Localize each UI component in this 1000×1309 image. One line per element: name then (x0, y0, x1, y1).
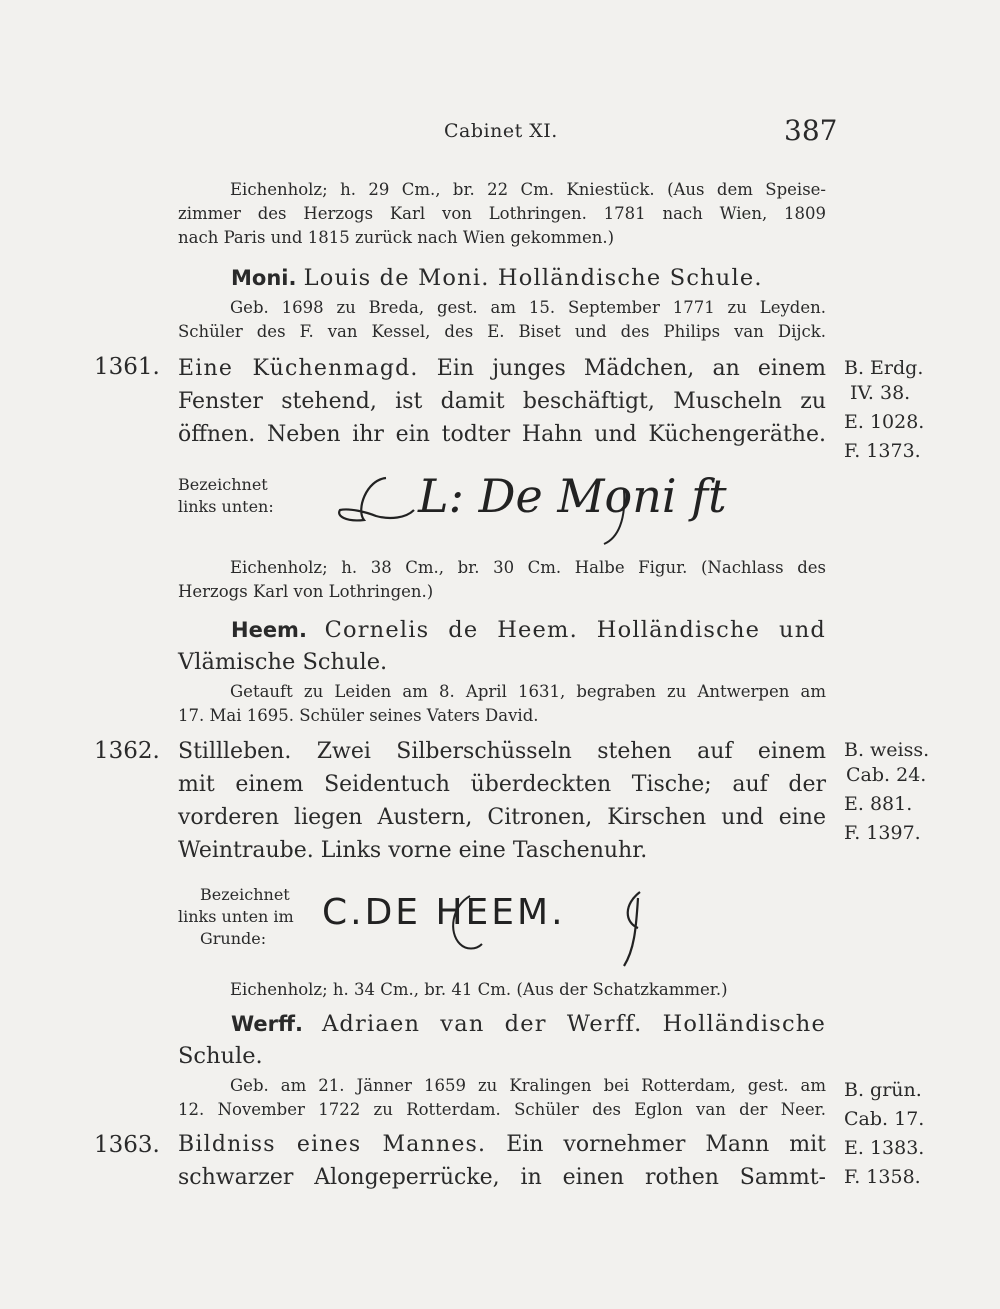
signature-label-line: links unten: (178, 497, 274, 516)
artist-full-name: Adriaen van der Werff. Holländische (321, 1011, 826, 1037)
entry-text-line: Ein vornehmer Mann mit (506, 1132, 826, 1157)
entry-text-1361 (178, 352, 826, 451)
artist-heading-moni (231, 262, 763, 294)
artist-full-name-cont: Vlämische Schule. (178, 649, 388, 675)
artist-heading-heem (231, 614, 826, 646)
location-line: F. 1358. (844, 1166, 921, 1188)
artist-short-name: Moni. (231, 266, 297, 290)
location-line: Cab. 24. (846, 764, 927, 786)
bio-line: Schüler des F. van Kessel, des E. Biset und des Philips van Dijck. (178, 322, 826, 341)
entry-text-line: Zwei Silberschüsseln stehen auf einem (316, 739, 826, 764)
entry-title: Eine Küchenmagd. (178, 356, 419, 381)
entry-text-1362 (178, 735, 826, 867)
entry-text-line: öffnen. Neben ihr ein todter Hahn und Küchengeräthe. (178, 422, 826, 447)
entry-text-line: vorderen liegen Austern, Citronen, Kirschen und eine (178, 805, 826, 830)
signature-moni (326, 450, 727, 550)
signature-label-1361 (178, 474, 274, 518)
signature-text: C.DE HEEM. (322, 892, 566, 933)
artist-bio-moni (178, 296, 826, 344)
signature-label-1362 (178, 884, 304, 950)
previous-entry-note (178, 178, 826, 250)
signature-label-line: Bezeichnet (200, 885, 290, 904)
entry-text-line: Fenster stehend, ist damit beschäftigt, Muscheln zu (178, 389, 826, 414)
location-column-1362 (844, 738, 929, 846)
entry-text-line: mit einem Seidentuch überdeckten Tische; auf der (178, 772, 826, 797)
artist-heading-werff (231, 1008, 826, 1040)
location-column-1361 (844, 356, 924, 464)
location-line: E. 1383. (844, 1137, 925, 1159)
bio-line: Geb. 1698 zu Breda, gest. am 15. September 1771 zu Leyden. (230, 298, 826, 317)
entry-text-line: Weintraube. Links vorne eine Taschenuhr. (178, 838, 648, 863)
signature-text: L: De Moni ft (418, 469, 727, 523)
artist-heading-heem-cont (178, 646, 387, 678)
entry-text-line: schwarzer Alongeperrücke, in einen rothen Sammt- (178, 1165, 826, 1190)
signature-label-line: links unten im (178, 907, 294, 926)
running-header: Cabinet XI. (444, 120, 558, 142)
catalog-number: 1361. (94, 354, 160, 380)
note-line: Eichenholz; h. 34 Cm., br. 41 Cm. (Aus der Schatzkammer.) (230, 980, 728, 999)
bio-line: Getauft zu Leiden am 8. April 1631, begraben zu Antwerpen am (230, 682, 826, 701)
signature-heem (320, 870, 660, 970)
note-line: nach Paris und 1815 zurück nach Wien gekommen.) (178, 228, 615, 247)
note-line: zimmer des Herzogs Karl von Lothringen. 1781 nach Wien, 1809 (178, 204, 826, 223)
note-line: Eichenholz; h. 29 Cm., br. 22 Cm. Kniestück. (Aus dem Speise- (230, 180, 826, 199)
catalog-number: 1362. (94, 738, 160, 764)
location-line: B. grün. (844, 1079, 922, 1101)
artist-full-name-cont: Schule. (178, 1043, 263, 1069)
catalog-number: 1363. (94, 1132, 160, 1158)
bio-line: Geb. am 21. Jänner 1659 zu Kralingen bei Rotterdam, gest. am (230, 1076, 826, 1095)
signature-label-line: Grunde: (200, 929, 267, 948)
location-line: E. 1028. (844, 411, 925, 433)
signature-drawing (326, 450, 727, 550)
entry-text-line: Ein junges Mädchen, an einem (436, 356, 827, 381)
entry-title: Bildniss eines Mannes. (178, 1132, 487, 1157)
artist-bio-heem (178, 680, 826, 728)
artist-bio-werff (178, 1074, 826, 1122)
page-number: 387 (784, 114, 838, 147)
note-line: Eichenholz; h. 38 Cm., br. 30 Cm. Halbe Figur. (Nachlass des (230, 558, 826, 577)
location-line: IV. 38. (850, 382, 911, 404)
entry-text-1363 (178, 1128, 826, 1194)
artist-full-name: Cornelis de Heem. Holländische und (324, 617, 826, 643)
artist-short-name: Werff. (231, 1012, 304, 1036)
location-column-1363 (844, 1078, 924, 1190)
location-line: B. Erdg. (844, 357, 924, 379)
artist-full-name: Louis de Moni. Holländische Schule. (303, 265, 763, 291)
location-line: F. 1373. (844, 440, 921, 462)
entry-title: Stillleben. (178, 739, 292, 764)
artist-short-name: Heem. (231, 618, 307, 642)
note-line: Herzogs Karl von Lothringen.) (178, 582, 434, 601)
location-line: F. 1397. (844, 822, 921, 844)
entry-note-1361 (178, 556, 826, 604)
bio-line: 12. November 1722 zu Rotterdam. Schüler des Eglon van der Neer. (178, 1100, 826, 1119)
location-line: E. 881. (844, 793, 913, 815)
signature-label-line: Bezeichnet (178, 475, 268, 494)
artist-heading-werff-cont (178, 1040, 263, 1072)
bio-line: 17. Mai 1695. Schüler seines Vaters David. (178, 706, 539, 725)
location-line: Cab. 17. (844, 1108, 925, 1130)
location-line: B. weiss. (844, 739, 930, 761)
entry-note-1362 (230, 978, 728, 1002)
signature-drawing (320, 870, 660, 970)
